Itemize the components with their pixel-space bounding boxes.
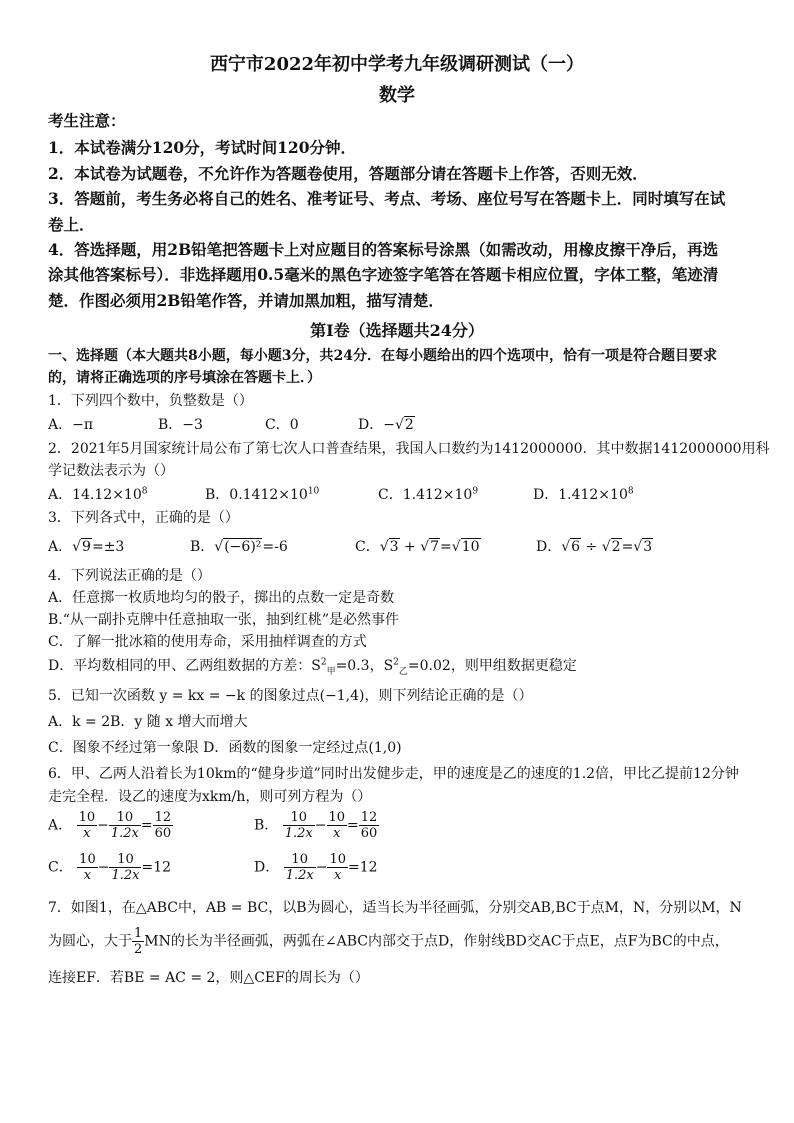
question-1-stem: 1．下列四个数中，负整数是（） xyxy=(48,393,253,409)
q3-option-c: C．√3 + √7=√10 xyxy=(355,539,480,555)
subject-title: 数学 xyxy=(379,85,415,106)
q2-option-c: C．$1.412\times 10^9$ xyxy=(378,486,479,503)
q1-option-b: B．−3 xyxy=(158,417,203,433)
q5-options-ab: A．k = 2B．y 随 x 增大而增大 xyxy=(48,714,248,730)
question-7-line: 7．如图1，在△ABC中，AB = BC，以B为圆心，适当长为半径画弧，分别交AB,BC于点M，N，分别以M，N xyxy=(48,900,742,916)
q5-options-cd: C．图象不经过第一象限 D．函数的图象一定经过点(1,0) xyxy=(48,740,402,756)
notice-line: 2．本试卷为试题卷，不允许作为答题卷使用，答题部分请在答题卡上作答，否则无效． xyxy=(48,164,648,183)
q2-option-b: B．$0.1412\times 10^{10}$ xyxy=(205,486,320,503)
question-5-stem: 5．已知一次函数 y = kx = −k 的图象过点(−1,4)，则下列结论正确的是（） xyxy=(48,688,533,704)
question-2-stem: 学记数法表示为（） xyxy=(48,463,174,479)
q6-option-c: C． $\frac{10}{x}$ − $\frac{10}{1.2x}$ =12 xyxy=(48,852,172,883)
question-4-stem: 4．下列说法正确的是（） xyxy=(48,568,211,584)
q3-option-b: B．√(−6)²=-6 xyxy=(190,539,288,555)
exam-title: 西宁市2022年初中学考九年级调研测试（一） xyxy=(209,54,585,75)
question-7-line: 连接EF．若BE = AC = 2，则△CEF的周长为（） xyxy=(48,970,369,986)
section-intro: 的，请将正确选项的序号填涂在答题卡上．） xyxy=(48,370,321,386)
q1-option-a: A．−π xyxy=(48,417,94,433)
q4-option-d: D．平均数相同的甲、乙两组数据的方差：$S^2_甲=0.3$，$S^2_乙=0.02$，则甲组数据更稳定 xyxy=(48,657,577,677)
q4-option-b: B.“从一副扑克牌中任意抽取一张，抽到红桃”是必然事件 xyxy=(48,612,400,628)
notice-line: 1．本试卷满分120分，考试时间120分钟． xyxy=(48,138,356,157)
q1-option-c: C．0 xyxy=(265,417,299,433)
q2-option-a: A．$14.12\times 10^8$ xyxy=(48,486,148,503)
q3-option-d: D．√6 ÷ √2=√3 xyxy=(536,539,653,555)
notice-heading: 考生注意： xyxy=(48,111,126,130)
notice-line: 3．答题前，考生务必将自己的姓名、准考证号、考点、考场、座位号写在答题卡上．同时填写在试 xyxy=(48,189,726,208)
q1-option-d: D．−√2 xyxy=(358,417,414,433)
q6-option-a: A． $\frac{10}{x}$ − $\frac{10}{1.2x}$ = $\frac{12}{60}$ xyxy=(48,810,172,841)
question-3-stem: 3．下列各式中，正确的是（） xyxy=(48,510,239,526)
q3-option-a: A．√9=±3 xyxy=(48,539,125,555)
question-6-stem: 6．甲、乙两人沿着长为10km的“健身步道”同时出发健步走，甲的速度是乙的速度的1.2倍，甲比乙提前12分钟 xyxy=(48,766,739,782)
notice-line: 卷上． xyxy=(48,215,95,234)
question-7-line: 为圆心，大于 $\frac{1}{2}$ MN的长为半径画弧，两弧在∠ABC内部交于点D，作射线BD交AC于点E，点F为BC的中点， xyxy=(48,926,729,957)
q2-option-d: D．$1.412\times 10^8$ xyxy=(533,486,634,503)
notice-line: 楚．作图必须用2B铅笔作答，并请加黑加粗，描写清楚． xyxy=(48,291,444,310)
q4-option-c: C．了解一批冰箱的使用寿命，采用抽样调查的方式 xyxy=(48,634,367,650)
section-intro: 一、选择题（本大题共8小题，每小题3分，共24分．在每小题给出的四个选项中，恰有一项是符合题目要求 xyxy=(48,348,717,364)
q6-option-b: B． $\frac{10}{1.2x}$ − $\frac{10}{x}$ = $\frac{12}{60}$ xyxy=(254,810,378,841)
notice-line: 4．答选择题，用2B铅笔把答题卡上对应题目的答案标号涂黑（如需改动，用橡皮擦干净后，再选 xyxy=(48,240,719,259)
question-6-stem: 走完全程．设乙的速度为xkm/h，则可列方程为（） xyxy=(48,789,372,805)
q6-option-d: D． $\frac{10}{1.2x}$ − $\frac{10}{x}$ =12 xyxy=(254,852,378,883)
question-2-stem: 2．2021年5月国家统计局公布了第七次人口普查结果，我国人口数约为1412000000．其中数据1412000000用科 xyxy=(48,441,770,457)
notice-line: 涂其他答案标号）．非选择题用0.5毫米的黑色字迹签字笔答在答题卡相应位置，字体工整，笔迹清 xyxy=(48,265,719,284)
section-title: 第Ⅰ卷（选择题共24分） xyxy=(310,321,484,340)
q4-option-a: A．任意掷一枚质地均匀的骰子，掷出的点数一定是奇数 xyxy=(48,590,395,606)
